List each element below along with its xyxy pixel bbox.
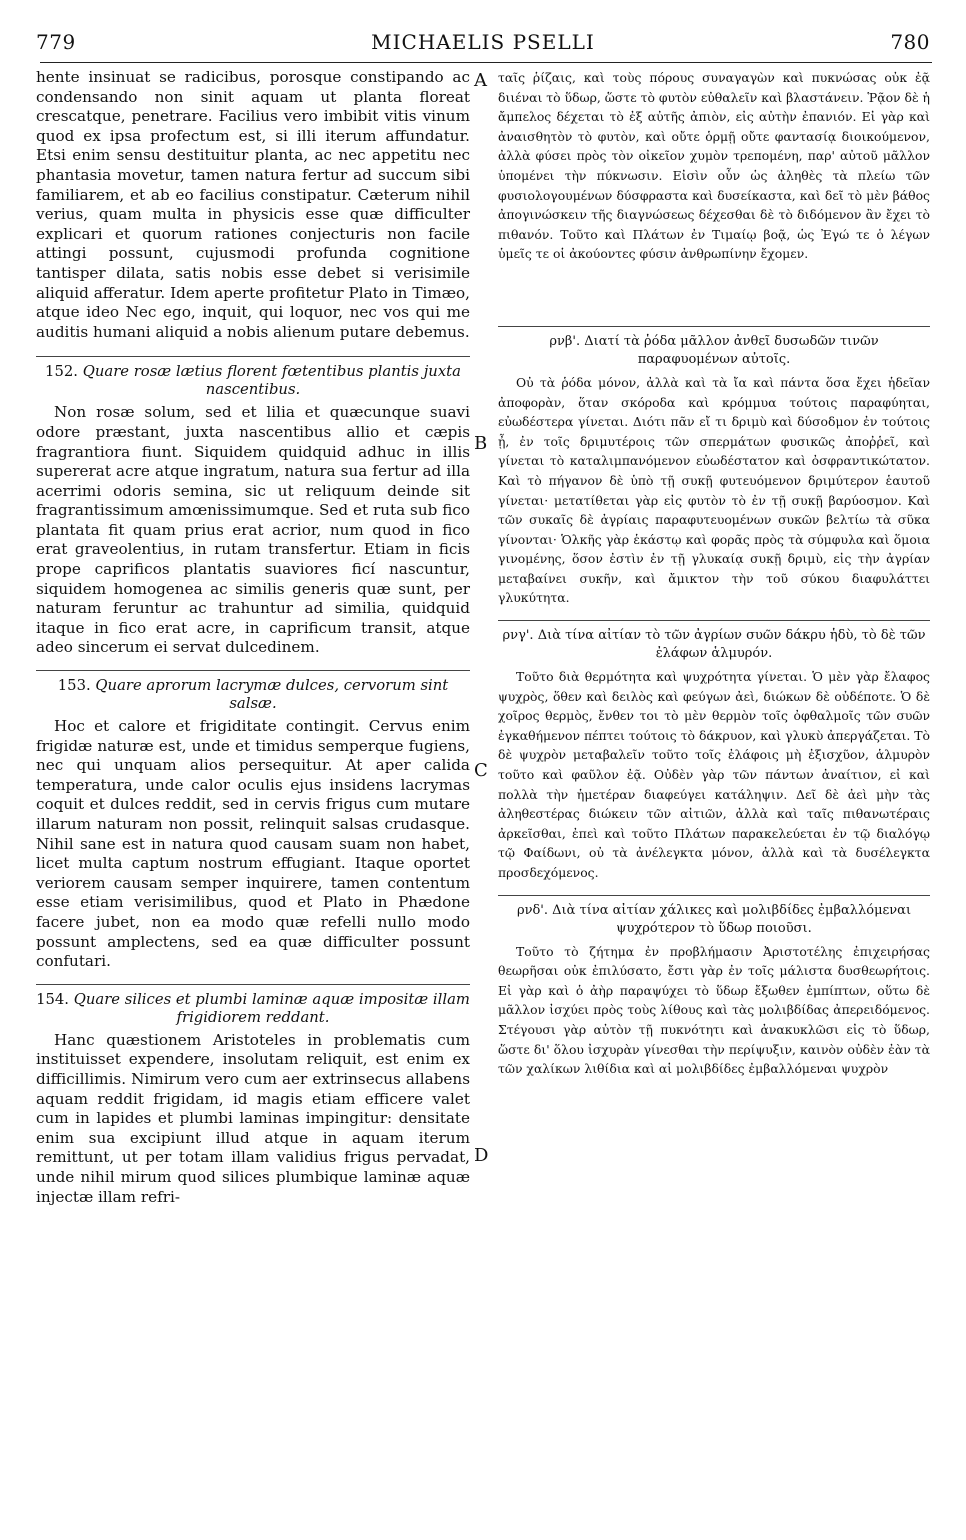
margin-marker-b: B	[474, 433, 488, 454]
greek-section-154-title: Διὰ τίνα αἰτίαν χάλικες καὶ μολιβδίδες ἐμβαλλόμεναι ψυχρότερον τὸ ὕδωρ ποιοῦσι.	[552, 902, 912, 936]
latin-section-152-title: Quare rosæ lætius florent fœtentibus plantis juxta nascentibus.	[82, 363, 461, 399]
greek-section-152-number: ρνβ'.	[549, 333, 581, 349]
greek-section-153-number: ρνγ'.	[502, 628, 534, 644]
page-header	[36, 30, 930, 60]
margin-marker-c: C	[474, 760, 488, 781]
latin-section-152-number: 152.	[45, 363, 78, 381]
latin-section-153-number: 153.	[57, 677, 91, 695]
greek-section-152-heading	[498, 333, 930, 369]
latin-column	[36, 68, 470, 1207]
greek-section-153-heading	[498, 627, 930, 663]
greek-section-153-text: Τοῦτο διὰ θερμότητα καὶ ψυχρότητα γίνεται. Ὁ μὲν γὰρ ἔλαφος ψυχρὸς, ὅθεν καὶ δειλὸς καὶ φεύγων ἀεὶ, διώκων δὲ οὐδέποτε. Ὁ δὲ χοῖρος θερμὸς, ἔνθεν τοι τὸ μὲν θερμὸν τοῖς ὀφθαλμοῖς τῶν συῶν ἐγκαθήμενον πέπτει τούτοις τὸ δάκρυον, καὶ γλυκὺ ἀπεργάζεται. Τὸ δὲ ψυχρὸν μεταβαλεῖν τοῦτο τοῖς ἐλάφοις μὴ ἐξισχῦον, ἁλμυρὸν τοῦτο καὶ φαῦλον ἐᾷ. Οὐδὲν γὰρ τῶν πάντων ἀναίτιον, εἰ καὶ πολλὰ τὴν ἡμετέραν διαφεύγει κατάληψιν. Δεῖ δὲ ἀεὶ μὴν τὰς ἀληθεστέρας διώκειν τῶν αἰτιῶν, ἀλλὰ καὶ ταῖς πιθανωτέραις ἀρκεῖσθαι, ἐπεὶ καὶ τοῦτο Πλάτων παρακελεύεται ἐν τῷ διαλόγῳ τῷ Φαίδωνι, οὐ τὰ ἀνέλεγκτα μόνον, ἀλλὰ καὶ τὰ δυσέλεγκτα προσδεχόμενος.	[498, 669, 930, 880]
greek-section-152-text: Οὐ τὰ ῥόδα μόνον, ἀλλὰ καὶ τὰ ἴα καὶ πάντα ὅσα ἔχει ἡδεῖαν ἀποφορὰν, ὅταν σκόροδα καὶ κρόμμυα τούτοις παραφύηται, εὐωδέστερα γίνεται. Διότι πᾶν εἴ τι δριμὺ καὶ δύσοδμον ἐν τούτοις ᾖ, ἐν τοῖς δριμυτέροις τῶν σπερμάτων φυσικῶς ἀποῤῥεῖ, καὶ γίνεται τὸ καταλιμπανόμενον εὐωδέστατον καὶ ὀσφραντικώτατον. Καὶ τὸ πήγανον δὲ ὑπὸ τῇ συκῇ φυτευόμενον δριμύτερον ἑαυτοῦ γίνεται· μετατίθεται γὰρ εἰς φυτὸν τὸ ἐν τῇ συκῇ βαρύοσμον. Καὶ τῶν συκαῖς δὲ ἀγρίαις παραφυτευομένων συκῶν βελτίω τὰ σῦκα γίνονται· Ὁλκῆς γὰρ ἑκάστῳ καὶ φορᾶς πρὸς τὰ σύμφυλα καὶ ὅμοια γινομένης, ὅσον ἐστὶν ἐν τῇ γλυκαίᾳ συκῇ δριμὺ, εἰς τὴν ἀγρίαν μεταβαίνει συκῆν, καὶ ἄμικτον τὴν τοῦ σύκου διαφυλάττει γλυκύτητα.	[498, 374, 930, 606]
page-number-left: 779	[36, 30, 76, 54]
greek-section-154-heading	[498, 902, 930, 938]
latin-section-154-title: Quare silices et plumbi laminæ aquæ impositæ illam frigidiorem reddant.	[73, 990, 470, 1026]
latin-section-154-text: Hanc quæstionem Aristoteles in problematis cum instituisset expendere, insolutam reliquit, est enim ex difficillimis. Nimirum vero cum aer extrinsecus allabens aquam reddit frigidam, id magis etiam efficere valet cum in lapides et plumbi laminas impingitur: densitate enim sua excipiunt illud atque in aquam iterum remittunt, ut per totam illam validius frigus pervadat, unde nihil mirum quod silices plumbique laminæ aquæ injectæ illam refri-	[36, 1030, 470, 1206]
latin-section-153-text: Hoc et calore et frigiditate contingit. Cervus enim frigidæ naturæ est, unde et timidus semperque fugiens, nec qui unquam alios persequitur. At aper calida temperatura, unde calor oculis ejus insidens lacrymas coquit et dulces reddit, sed in cervis frigus cum mutare illarum naturam non possit, relinquit salsas crudasque. Nihil sane est in natura quod causam suam non habet, licet multa captum nostrum effugiant. Itaque oportet veriorem causam semper inquirere, tamen contentum esse etiam verisimilibus, quod et Plato in Phædone facere jubet, non ea modo quæ refelli nullo modo possunt amplectens, sed ea quæ difficulter possunt confutari.	[36, 717, 470, 971]
greek-section-154-text: Τοῦτο τὸ ζήτημα ἐν προβλήμασιν Ἀριστοτέλης ἐπιχειρήσας θεωρῆσαι οὐκ ἐπιλύσατο, ἔστι γὰρ ἐν τοῖς μάλιστα δυσθεωρήτοις. Εἰ γὰρ καὶ ὁ ἀὴρ παραψύχει τὸ ὕδωρ ἔξωθεν ἐμπίπτων, οὕτω δὲ μᾶλλον ἰσχύει πρὸς τοὺς λίθους καὶ τὰς μολιβδίδας ἀπερειδόμενος. Στέγουσι γὰρ αὐτὸν τῇ πυκνότητι καὶ ἀνακυκλῶσι εἰς τὸ ὕδωρ, ὥστε δι' ὅλου ἰσχυρὰν γίνεσθαι τὴν περίψυξιν, καινὸν οὐδὲν ἐὰν τὰ τῶν χαλίκων λιθίδια καὶ αἱ μολιβδίδες ἐμβαλλόμεναι ψυχρὸν	[498, 943, 930, 1077]
latin-section-153-heading	[36, 677, 470, 713]
latin-section-152-heading	[36, 363, 470, 399]
greek-section-152-title: Διατί τὰ ῥόδα μᾶλλον ἀνθεῖ δυσωδῶν τινῶν παραφυομένων αὐτοῖς.	[584, 333, 879, 367]
latin-section-154-number: 154.	[36, 990, 70, 1008]
latin-section-153-title: Quare aprorum lacrymæ dulces, cervorum sint salsæ.	[95, 677, 449, 713]
greek-intro-paragraph: ταῖς ῥίζαις, καὶ τοὺς πόρους συναγαγὼν καὶ πυκνώσας οὐκ ἐᾷ διιέναι τὸ ὕδωρ, ὥστε τὸ φυτὸν εὐθαλεῖν καὶ βλαστάνειν. Ῥᾷον δὲ ἡ ἄμπελος δέχεται τὸ ἐξ αὐτῆς ἀπιὸν, εἰς αὐτὴν ἐπανιόν. Εἰ γὰρ καὶ ἀναισθητὸν τὸ φυτὸν, καὶ οὔτε ὁρμῇ οὔτε φαντασίᾳ διοικούμενον, ἀλλὰ φύσει πρὸς τὸν οἰκεῖον χυμὸν τρεπομένη, παρ' αὐτοῦ μᾶλλον ὑπομένει τὴν πύκνωσιν. Εἰσὶν οὖν ὡς ἀληθὲς τὰ πλείω τῶν φυσιολογουμένων δύσφραστα καὶ δυσείκαστα, καὶ δεῖ τὸ μὲν βάθος ἀπογινώσκειν τῆς διαγνώσεως δέχεσθαι δὲ τὸ διδόμενον ἂν ἔχει τὸ πιθανόν. Τοῦτο καὶ Πλάτων ἐν Τιμαίῳ βοᾷ, ὡς Ἐγώ τε ὁ λέγων ὑμεῖς τε οἱ ἀκούοντες φύσιν ἀνθρωπίνην ἔχομεν.	[498, 70, 930, 262]
margin-marker-a: A	[474, 70, 487, 91]
running-title: MICHAELIS PSELLI	[371, 30, 595, 54]
greek-section-154-number: ρνδ'.	[516, 902, 549, 918]
page-number-right: 780	[890, 30, 930, 54]
margin-marker-d: D	[474, 1145, 489, 1166]
latin-intro-paragraph: hente insinuat se radicibus, porosque constipando ac condensando non sinit aquam ut planta floreat crescatque, penetrare. Facilius vero imbibit vitis vinum quod ex ipsa profectum est, si illi iterum affundatur. Etsi enim sensu destituitur planta, ac nec appetitu nec phantasia movetur, tamen natura fertur ad succum sibi familiarem, et ab eo facilius constipatur. Cæterum nihil verius, quam multa in physicis esse quæ difficulter explicari et quorum rationes conjecturis non facile attingi possunt, cujusmodi profunda cognitione tantisper dilata, satis nobis esse debet si verisimile aliquid afferatur. Idem aperte profitetur Plato in Timæo, atque ideo Nec ego, inquit, qui loquor, nec vos qui me auditis humani aliquid a nobis alienum putare debemus.	[36, 68, 470, 341]
latin-section-154-heading	[36, 991, 470, 1027]
header-rule	[40, 62, 932, 63]
greek-section-153-title: Διὰ τίνα αἰτίαν τὸ τῶν ἀγρίων συῶν δάκρυ ἡδὺ, τὸ δὲ τῶν ἐλάφων ἁλμυρόν.	[537, 628, 926, 662]
greek-column	[498, 68, 930, 1079]
latin-section-152-text: Non rosæ solum, sed et lilia et quæcunque suavi odore præstant, juxta nascentibus allio et cæpis fragrantiora fiunt. Siquidem quidquid adhuc in illis supererat acre atque ingratum, natura sua fertur ad illa acerrimi odoris semina, sic ut reliquum deinde sit fragrantissimum amœnissimumque. Sed et ruta sub fico plantata fit quam prius erat acrior, num quod in fico erat graveolentius, in rutam transfertur. Etiam in ficis prope caprificos plantatis suaviores ficí nascuntur, siquidem homogenea ac similis generis quæ sunt, per naturam feruntur ac trahuntur ad similia, quidquid itaque in fico erat acre, in caprificum transit, atque adeo sincerum ei servat dulcedinem.	[36, 403, 470, 657]
